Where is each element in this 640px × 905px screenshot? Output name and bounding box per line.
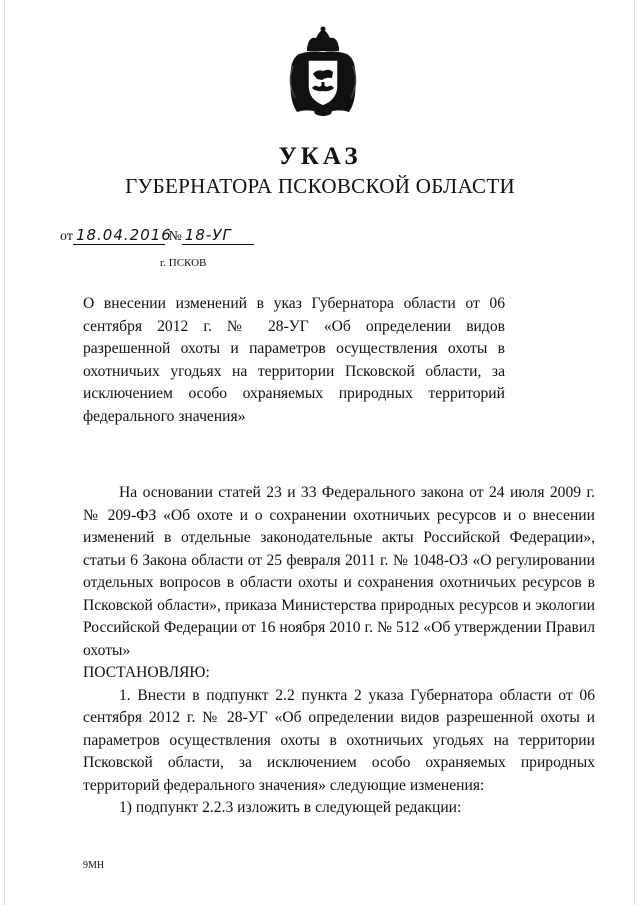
document-subject: О внесении изменений в указ Губернатора области от 06 сентября 2012 г. № 28-УГ «Об определении видов разрешенной охоты и параметров осуществления охоты в охотничьих угодьях на территории Псковской области, за исключением особо охраняемых природных территорий федерального значения» (83, 295, 505, 425)
paragraph-decree: ПОСТАНОВЛЯЮ: (83, 664, 210, 681)
scan-edge-right (634, 0, 635, 905)
number-value: 18-УГ (182, 226, 254, 245)
date-value: 18.04.2016 (73, 226, 165, 245)
coat-of-arms-icon (285, 26, 361, 116)
date-number-line (60, 226, 254, 245)
number-prefix: № (168, 229, 182, 244)
document-subtitle: ГУБЕРНАТОРА ПСКОВСКОЙ ОБЛАСТИ (125, 174, 515, 198)
document-body (83, 482, 595, 820)
paragraph-item-1: 1. Внести в подпункт 2.2 пункта 2 указа Губернатора области от 06 сентября 2012 г. № 28-УГ «Об определении видов разрешенной охоты и параметров осуществления охоты в охотничьих угодьях на территории Псковской области, за исключением особо охраняемых природных территорий федерального значения» следующие изменения: (83, 686, 595, 794)
footer-code: 9МН (83, 860, 105, 871)
document-title: УКАЗ (278, 143, 362, 170)
scan-edge-left (4, 0, 5, 905)
paragraph-subitem-1: 1) подпункт 2.2.3 изложить в следующей редакции: (119, 799, 462, 816)
date-prefix: от (60, 229, 73, 244)
paragraph-basis: На основании статей 23 и 33 Федерального закона от 24 июля 2009 г. № 209-ФЗ «Об охоте и о сохранении охотничьих ресурсов и о внесении изменений в отдельные законодательные акты Российской Федерации», статьи 6 Закона области от 25 февраля 2011 г. № 1048-ОЗ «О регулировании отдельных вопросов в области охоты и сохранения охотничьих ресурсов в Псковской области», приказа Министерства природных ресурсов и экологии Российской Федерации от 16 ноября 2010 г. № 512 «Об утверждении Правил охоты» (83, 484, 595, 659)
city-label: г. ПСКОВ (160, 257, 207, 269)
